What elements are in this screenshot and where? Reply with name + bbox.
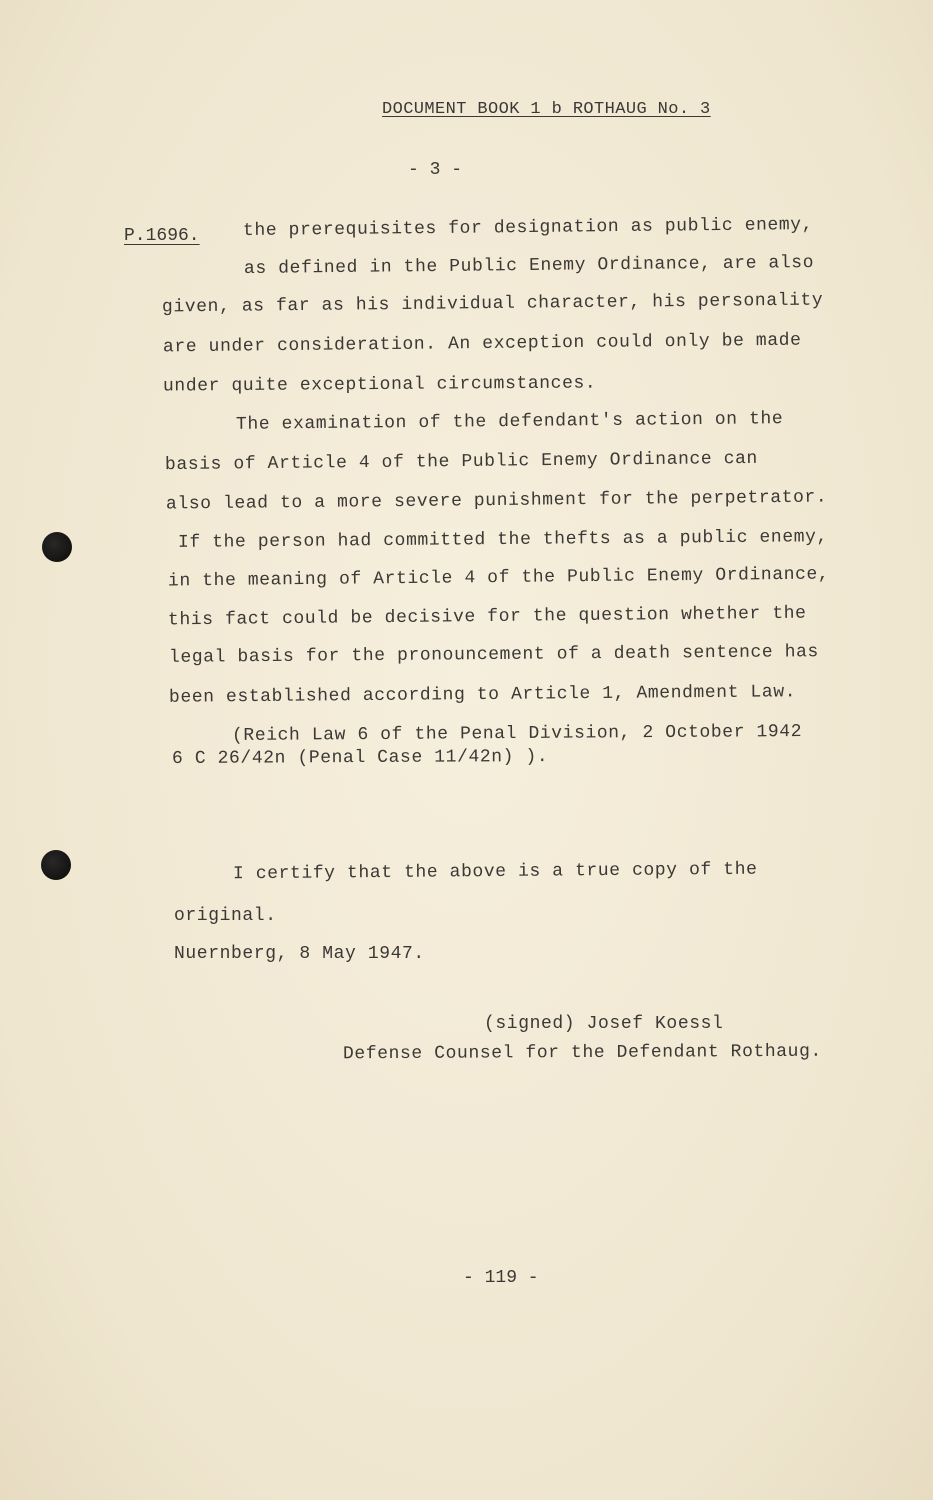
- signature-title: Defense Counsel for the Defendant Rothaug.: [342, 1041, 822, 1065]
- body-line: legal basis for the pronouncement of a death sentence has: [168, 642, 819, 668]
- body-line: the prerequisites for designation as public enemy,: [242, 215, 814, 241]
- document-header: DOCUMENT BOOK 1 b ROTHAUG No. 3: [382, 100, 711, 119]
- body-line: this fact could be decisive for the question whether the: [167, 603, 807, 631]
- body-line: The examination of the defendant's action on the: [235, 409, 784, 435]
- body-line: in the meaning of Article 4 of the Public Enemy Ordinance,: [167, 564, 830, 592]
- body-line: If the person had committed the thefts as a public enemy,: [177, 527, 828, 553]
- footer-page-number: - 119 -: [463, 1268, 539, 1288]
- body-line: also lead to a more severe punishment for the perpetrator.: [165, 487, 828, 515]
- body-line: under quite exceptional circumstances.: [162, 373, 597, 397]
- signature-line: (signed) Josef Koessl: [484, 1014, 724, 1034]
- margin-reference: P.1696.: [124, 226, 200, 246]
- body-line: been established according to Article 1, Amendment Law.: [168, 682, 797, 708]
- citation-line: 6 C 26/42n (Penal Case 11/42n) ).: [171, 747, 549, 769]
- body-line: basis of Article 4 of the Public Enemy Ordinance can: [164, 448, 758, 476]
- certify-line: I certify that the above is a true copy of the: [232, 859, 758, 885]
- citation-line: (Reich Law 6 of the Penal Division, 2 October 1942: [231, 722, 803, 746]
- certify-line: original.: [174, 906, 277, 926]
- body-line: as defined in the Public Enemy Ordinance, are also: [243, 253, 815, 279]
- page-marker: - 3 -: [408, 160, 463, 180]
- punch-hole: [42, 532, 72, 562]
- body-line: given, as far as his individual character, his personality: [161, 290, 824, 318]
- place-date-line: Nuernberg, 8 May 1947.: [174, 944, 425, 964]
- punch-hole: [41, 850, 71, 880]
- body-line: are under consideration. An exception could only be made: [162, 330, 802, 358]
